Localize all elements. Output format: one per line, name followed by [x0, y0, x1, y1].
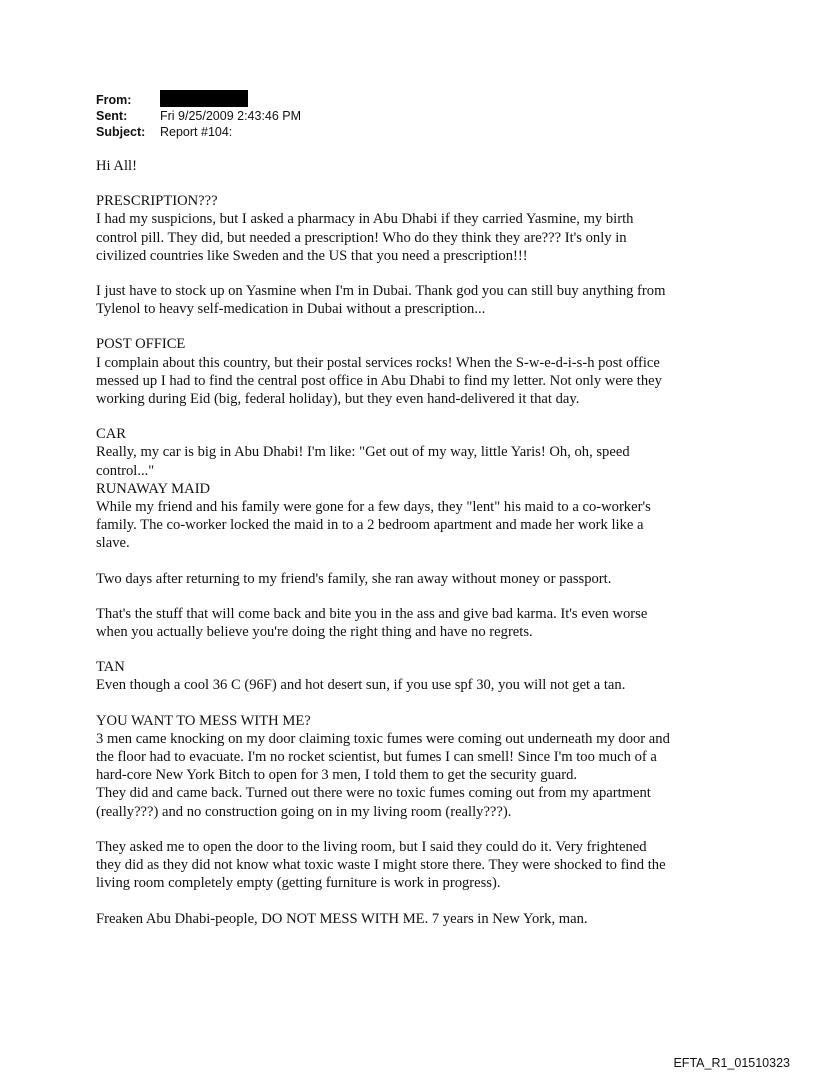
body-line: hard-core New York Bitch to open for 3 men, I told them to get the security guard. — [96, 767, 578, 784]
email-header — [96, 92, 301, 140]
paragraph-gap — [96, 318, 736, 335]
body-line: control pill. They did, but needed a prescription! Who do they think they are??? It's only in — [96, 229, 627, 246]
paragraph-gap — [96, 175, 736, 192]
body-line: Freaken Abu Dhabi-people, DO NOT MESS WITH ME. 7 years in New York, man. — [96, 910, 588, 927]
subject-value: Report #104: — [160, 125, 233, 139]
sent-label: Sent: — [96, 109, 128, 123]
paragraph-gap — [96, 408, 736, 425]
email-body — [96, 157, 736, 928]
body-line: I complain about this country, but their postal services rocks! When the S-w-e-d-i-s-h post office — [96, 354, 660, 371]
paragraph-gap — [96, 695, 736, 712]
from-label: From: — [96, 93, 132, 107]
body-line: Really, my car is big in Abu Dhabi! I'm like: "Get out of my way, little Yaris! Oh, oh, speed — [96, 444, 630, 461]
paragraph-gap — [96, 893, 736, 910]
subject-label: Subject: — [96, 125, 146, 139]
body-line: 3 men came knocking on my door claiming toxic fumes were coming out underneath my door and — [96, 730, 670, 747]
body-line: While my friend and his family were gone for a few days, they "lent" his maid to a co-worker's — [96, 499, 651, 516]
document-id: EFTA_R1_01510323 — [673, 1056, 790, 1070]
body-line: POST OFFICE — [96, 336, 186, 353]
sent-value: Fri 9/25/2009 2:43:46 PM — [160, 109, 302, 123]
body-line: Even though a cool 36 C (96F) and hot desert sun, if you use spf 30, you will not get a tan. — [96, 677, 626, 694]
body-line: working during Eid (big, federal holiday), but they even hand-delivered it that day. — [96, 391, 580, 408]
redaction-box — [160, 90, 248, 107]
body-line: the floor had to evacuate. I'm no rocket scientist, but fumes I can smell! Since I'm too much of a — [96, 749, 657, 766]
body-line: YOU WANT TO MESS WITH ME? — [96, 712, 311, 729]
body-line: I had my suspicions, but I asked a pharmacy in Abu Dhabi if they carried Yasmine, my birth — [96, 211, 634, 228]
body-line: family. The co-worker locked the maid in to a 2 bedroom apartment and made her work like a — [96, 517, 644, 534]
body-line: civilized countries like Sweden and the US that you need a prescription!!! — [96, 247, 528, 264]
body-line: Tylenol to heavy self-medication in Dubai without a prescription... — [96, 301, 486, 318]
sent-row — [96, 108, 301, 124]
body-line: when you actually believe you're doing the right thing and have no regrets. — [96, 624, 533, 641]
paragraph-gap — [96, 553, 736, 570]
paragraph-gap — [96, 641, 736, 658]
body-line: Two days after returning to my friend's family, she ran away without money or passport. — [96, 570, 612, 587]
body-line: control..." — [96, 462, 155, 479]
body-line: TAN — [96, 659, 125, 676]
body-line: messed up I had to find the central post office in Abu Dhabi to find my letter. Not only were they — [96, 372, 662, 389]
body-line: living room completely empty (getting furniture is work in progress). — [96, 875, 501, 892]
body-line: They asked me to open the door to the living room, but I said they could do it. Very frightened — [96, 838, 647, 855]
body-line: CAR — [96, 426, 127, 443]
body-line: RUNAWAY MAID — [96, 480, 211, 497]
body-line: Hi All! — [96, 158, 137, 174]
body-line: They did and came back. Turned out there were no toxic fumes coming out from my apartment — [96, 785, 651, 802]
body-line: That's the stuff that will come back and bite you in the ass and give bad karma. It's even worse — [96, 605, 648, 622]
body-line: PRESCRIPTION??? — [96, 193, 218, 210]
paragraph-gap — [96, 821, 736, 838]
body-line: I just have to stock up on Yasmine when I'm in Dubai. Thank god you can still buy anything from — [96, 283, 666, 300]
body-line: they did as they did not know what toxic waste I might store there. They were shocked to find the — [96, 857, 666, 874]
paragraph-gap — [96, 588, 736, 605]
body-line: (really???) and no construction going on in my living room (really???). — [96, 803, 512, 820]
body-line: slave. — [96, 535, 130, 552]
paragraph-gap — [96, 265, 736, 282]
subject-row — [96, 124, 301, 140]
from-row — [96, 92, 301, 108]
